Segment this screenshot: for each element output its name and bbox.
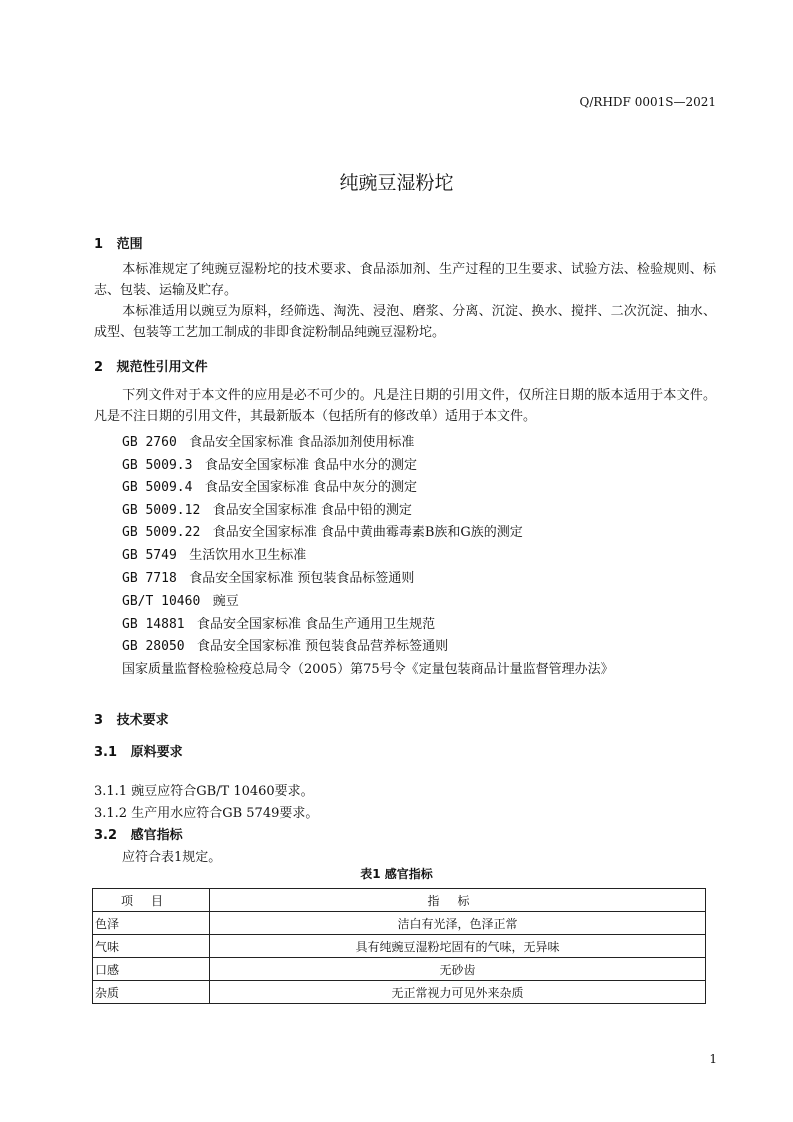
section-2-heading: 2 规范性引用文件 [94, 360, 208, 375]
row-item: 气味 [93, 935, 210, 958]
section-1-paragraph-2: 本标准适用以豌豆为原料，经筛选、淘洗、浸泡、磨浆、分离、沉淀、换水、搅拌、二次沉淀、抽水、成型、包装等工艺加工制成的非即食淀粉制品纯豌豆湿粉坨。 [94, 304, 716, 340]
sensory-table [92, 888, 706, 1004]
table-row [93, 935, 706, 958]
clause-3-1-2: 3.1.2 生产用水应符合GB 5749要求。 [94, 806, 319, 821]
reference-item-decree: 国家质量监督检验检疫总局令（2005）第75号令《定量包装商品计量监督管理办法》 [122, 662, 614, 677]
reference-item: GB 5009.3 食品安全国家标准 食品中水分的测定 [122, 458, 417, 473]
reference-item: GB 28050 食品安全国家标准 预包装食品营养标签通则 [122, 639, 449, 654]
table-row [93, 958, 706, 981]
reference-item: GB 2760 食品安全国家标准 食品添加剂使用标准 [122, 435, 415, 450]
reference-item: GB/T 10460 豌豆 [122, 594, 239, 609]
section-3-2-text: 应符合表1规定。 [122, 850, 222, 865]
section-3-heading: 3 技术要求 [94, 713, 169, 728]
section-2-paragraph-1: 下列文件对于本文件的应用是必不可少的。凡是注日期的引用文件，仅所注日期的版本适用于本文件。凡是不注日期的引用文件，其最新版本（包括所有的修改单）适用于本文件。 [94, 388, 716, 424]
row-value: 具有纯豌豆湿粉坨固有的气味，无异味 [210, 935, 706, 958]
table-row [93, 981, 706, 1004]
table-row [93, 912, 706, 935]
reference-item: GB 5009.12 食品安全国家标准 食品中铅的测定 [122, 503, 412, 518]
section-3-1-heading: 3.1 原料要求 [94, 745, 183, 760]
table-header-row [93, 889, 706, 912]
page-title: 纯豌豆湿粉坨 [339, 172, 454, 194]
reference-item: GB 14881 食品安全国家标准 食品生产通用卫生规范 [122, 617, 436, 632]
clause-3-1-1: 3.1.1 豌豆应符合GB/T 10460要求。 [94, 784, 314, 799]
row-value: 无砂齿 [210, 958, 706, 981]
row-item: 口感 [93, 958, 210, 981]
row-value: 洁白有光泽，色泽正常 [210, 912, 706, 935]
reference-item: GB 5009.22 食品安全国家标准 食品中黄曲霉毒素B族和G族的测定 [122, 525, 523, 540]
reference-item: GB 5749 生活饮用水卫生标准 [122, 548, 307, 563]
section-1-heading: 1 范围 [94, 237, 143, 252]
document-code: Q/RHDF 0001S—2021 [579, 95, 716, 109]
reference-item: GB 5009.4 食品安全国家标准 食品中灰分的测定 [122, 480, 417, 495]
column-header-index: 指标 [210, 889, 706, 912]
row-value: 无正常视力可见外来杂质 [210, 981, 706, 1004]
row-item: 杂质 [93, 981, 210, 1004]
section-1-paragraph-1: 本标准规定了纯豌豆湿粉坨的技术要求、食品添加剂、生产过程的卫生要求、试验方法、检验规则、标志、包装、运输及贮存。 [94, 262, 716, 298]
column-header-item: 项目 [93, 889, 210, 912]
section-3-2-heading: 3.2 感官指标 [94, 828, 183, 843]
row-item: 色泽 [93, 912, 210, 935]
table-caption: 表1 感官指标 [360, 867, 433, 881]
reference-item: GB 7718 食品安全国家标准 预包装食品标签通则 [122, 571, 415, 586]
page-number: 1 [709, 1052, 717, 1066]
